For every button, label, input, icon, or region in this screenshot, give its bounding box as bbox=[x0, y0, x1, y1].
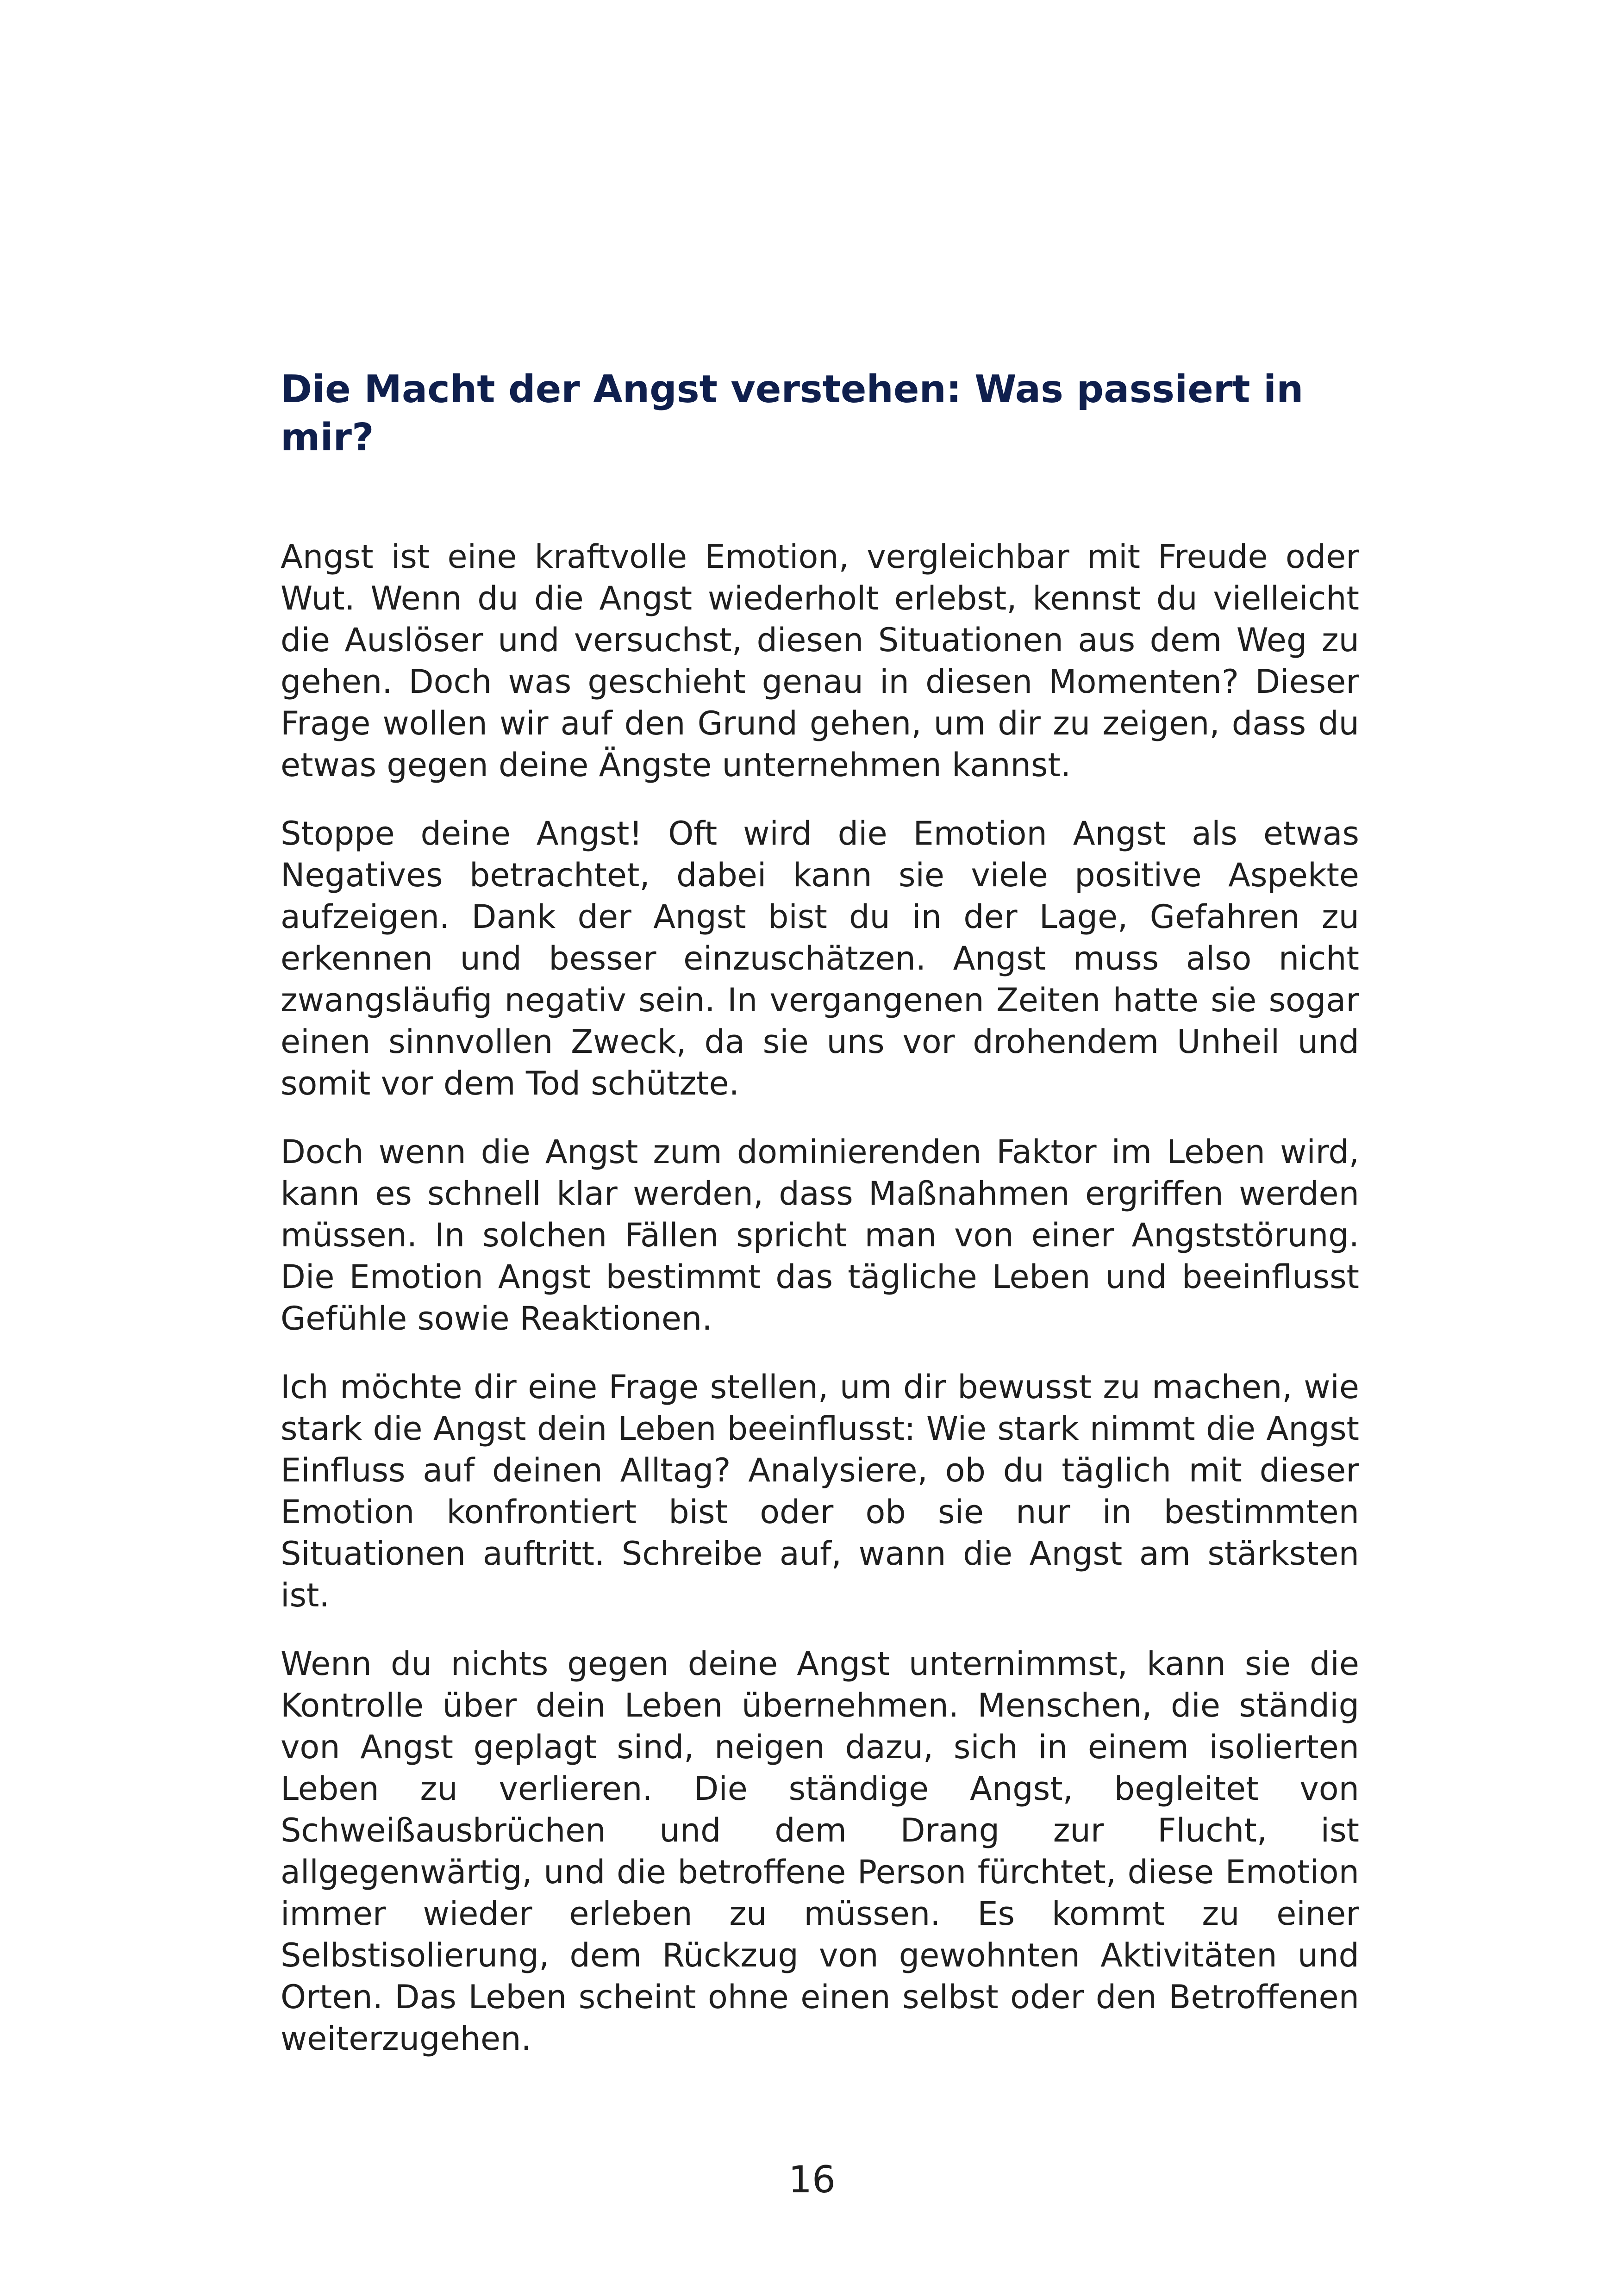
body-text bbox=[281, 536, 1359, 2060]
paragraph-2: Stoppe deine Angst! Oft wird die Emotion Angst als etwas Negatives betrachtet, dabei kann sie viele positive Aspekte aufzeigen. Dank der Angst bist du in der Lage, Gefahren zu erkennen und besser einzuschätzen. Angst muss also nicht zwangsläufig negativ sein. In vergangenen Zeiten hatte sie sogar einen sinnvollen Zweck, da sie uns vor drohendem Unheil und somit vor dem Tod schützte. bbox=[281, 815, 1359, 1102]
page-content bbox=[281, 366, 1359, 2086]
page-number: 16 bbox=[788, 2158, 836, 2201]
chapter-heading: Die Macht der Angst verstehen: Was passiert in mir? bbox=[281, 367, 1304, 460]
paragraph-1: Angst ist eine kraftvolle Emotion, vergleichbar mit Freude oder Wut. Wenn du die Angst wiederholt erlebst, kennst du vielleicht die Auslöser und versuchst, diesen Situationen aus dem Weg zu gehen. Doch was geschieht genau in diesen Momenten? Dieser Frage wollen wir auf den Grund gehen, um dir zu zeigen, dass du etwas gegen deine Ängste unternehmen kannst. bbox=[281, 538, 1359, 784]
paragraph-3: Doch wenn die Angst zum dominierenden Faktor im Leben wird, kann es schnell klar werden, dass Maßnahmen ergriffen werden müssen. In solchen Fällen spricht man von einer Angststörung. Die Emotion Angst bestimmt das tägliche Leben und beeinflusst Gefühle sowie Reaktionen. bbox=[281, 1133, 1359, 1338]
paragraph-5: Wenn du nichts gegen deine Angst unternimmst, kann sie die Kontrolle über dein Leben übernehmen. Menschen, die ständig von Angst geplagt sind, neigen dazu, sich in einem isolierten Leben zu verlieren. Die ständige Angst, begleitet von Schweißausbrüchen und dem Drang zur Flucht, ist allgegenwärtig, und die betroffene Person fürchtet, diese Emotion immer wieder erleben zu müssen. Es kommt zu einer Selbstisolierung, dem Rückzug von gewohnten Aktivitäten und Orten. Das Leben scheint ohne einen selbst oder den Betroffenen weiterzugehen. bbox=[281, 1645, 1359, 2058]
paragraph-4: Ich möchte dir eine Frage stellen, um dir bewusst zu machen, wie stark die Angst dein Leben beeinflusst: Wie stark nimmt die Angst Einfluss auf deinen Alltag? Analysiere, ob du täglich mit dieser Emotion konfrontiert bist oder ob sie nur in bestimmten Situationen auftritt. Schreibe auf, wann die Angst am stärksten ist. bbox=[281, 1368, 1359, 1614]
